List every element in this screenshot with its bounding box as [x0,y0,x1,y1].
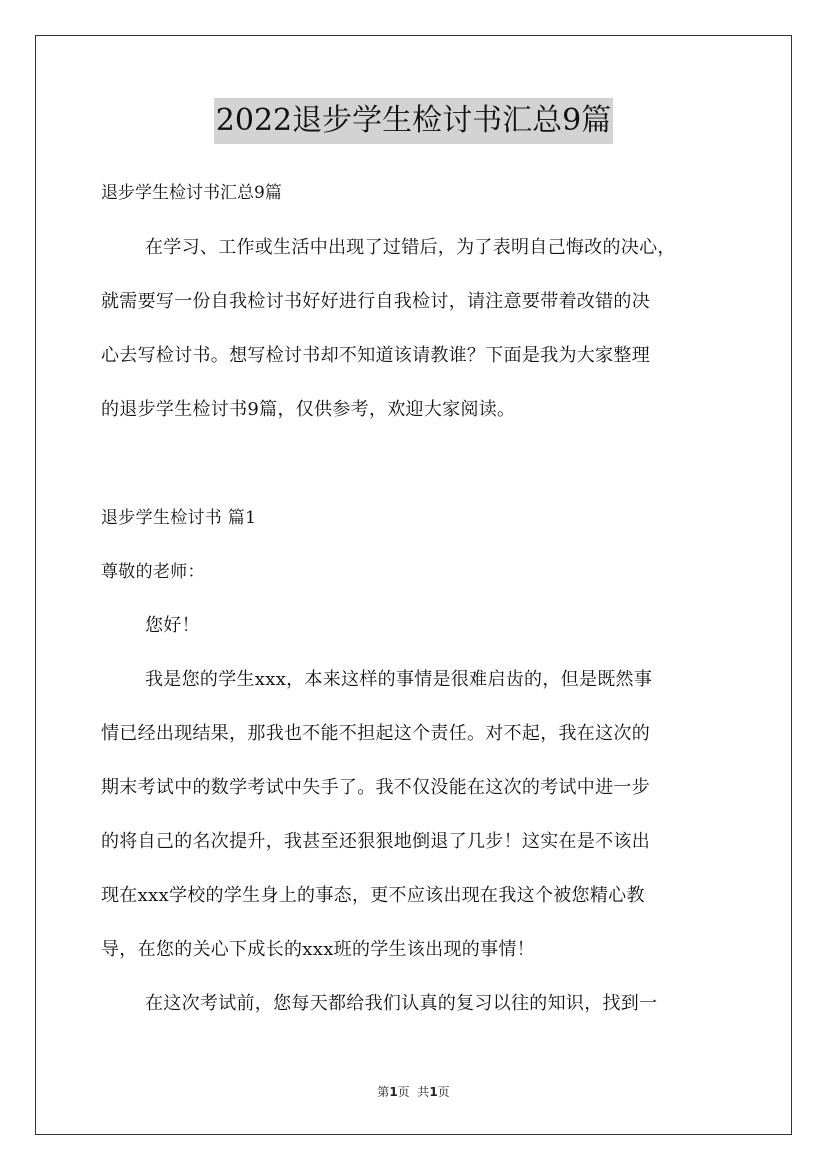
intro-line: 心去写检讨书。想写检讨书却不知道该请教谁？下面是我为大家整理 [101,345,650,366]
page-mid: 页 共 [397,1085,430,1099]
intro-line: 的退步学生检讨书9篇，仅供参考，欢迎大家阅读。 [101,399,516,420]
greeting: 您好！ [145,615,200,636]
body-line: 期末考试中的数学考试中失手了。我不仅没能在这次的考试中进一步 [101,777,650,798]
document-title: 2022退步学生检讨书汇总9篇 [214,98,613,144]
body-line: 情已经出现结果，那我也不能不担起这个责任。对不起，我在这次的 [101,723,650,744]
page-current: 1 [389,1085,398,1099]
intro-line: 就需要写一份自我检讨书好好进行自我检讨，请注意要带着改错的决 [101,291,650,312]
body-line: 导，在您的关心下成长的xxx班的学生该出现的事情！ [101,939,535,960]
page-footer [0,1083,827,1101]
document-subtitle: 退步学生检讨书汇总9篇 [101,183,282,203]
page-prefix: 第 [377,1085,390,1099]
body-line: 的将自己的名次提升，我甚至还狠狠地倒退了几步！这实在是不该出 [101,831,650,852]
intro-line: 在学习、工作或生活中出现了过错后，为了表明自己悔改的决心， [145,237,676,258]
title-container [0,98,827,144]
body-line: 在这次考试前，您每天都给我们认真的复习以往的知识，找到一 [145,993,658,1014]
section-heading: 退步学生检讨书 篇1 [101,508,257,528]
salutation: 尊敬的老师： [101,562,205,582]
page-suffix: 页 [437,1085,450,1099]
body-line: 现在xxx学校的学生身上的事态，更不应该出现在我这个被您精心教 [101,885,645,906]
body-line: 我是您的学生xxx，本来这样的事情是很难启齿的，但是既然事 [145,669,653,690]
page-total: 1 [429,1085,438,1099]
